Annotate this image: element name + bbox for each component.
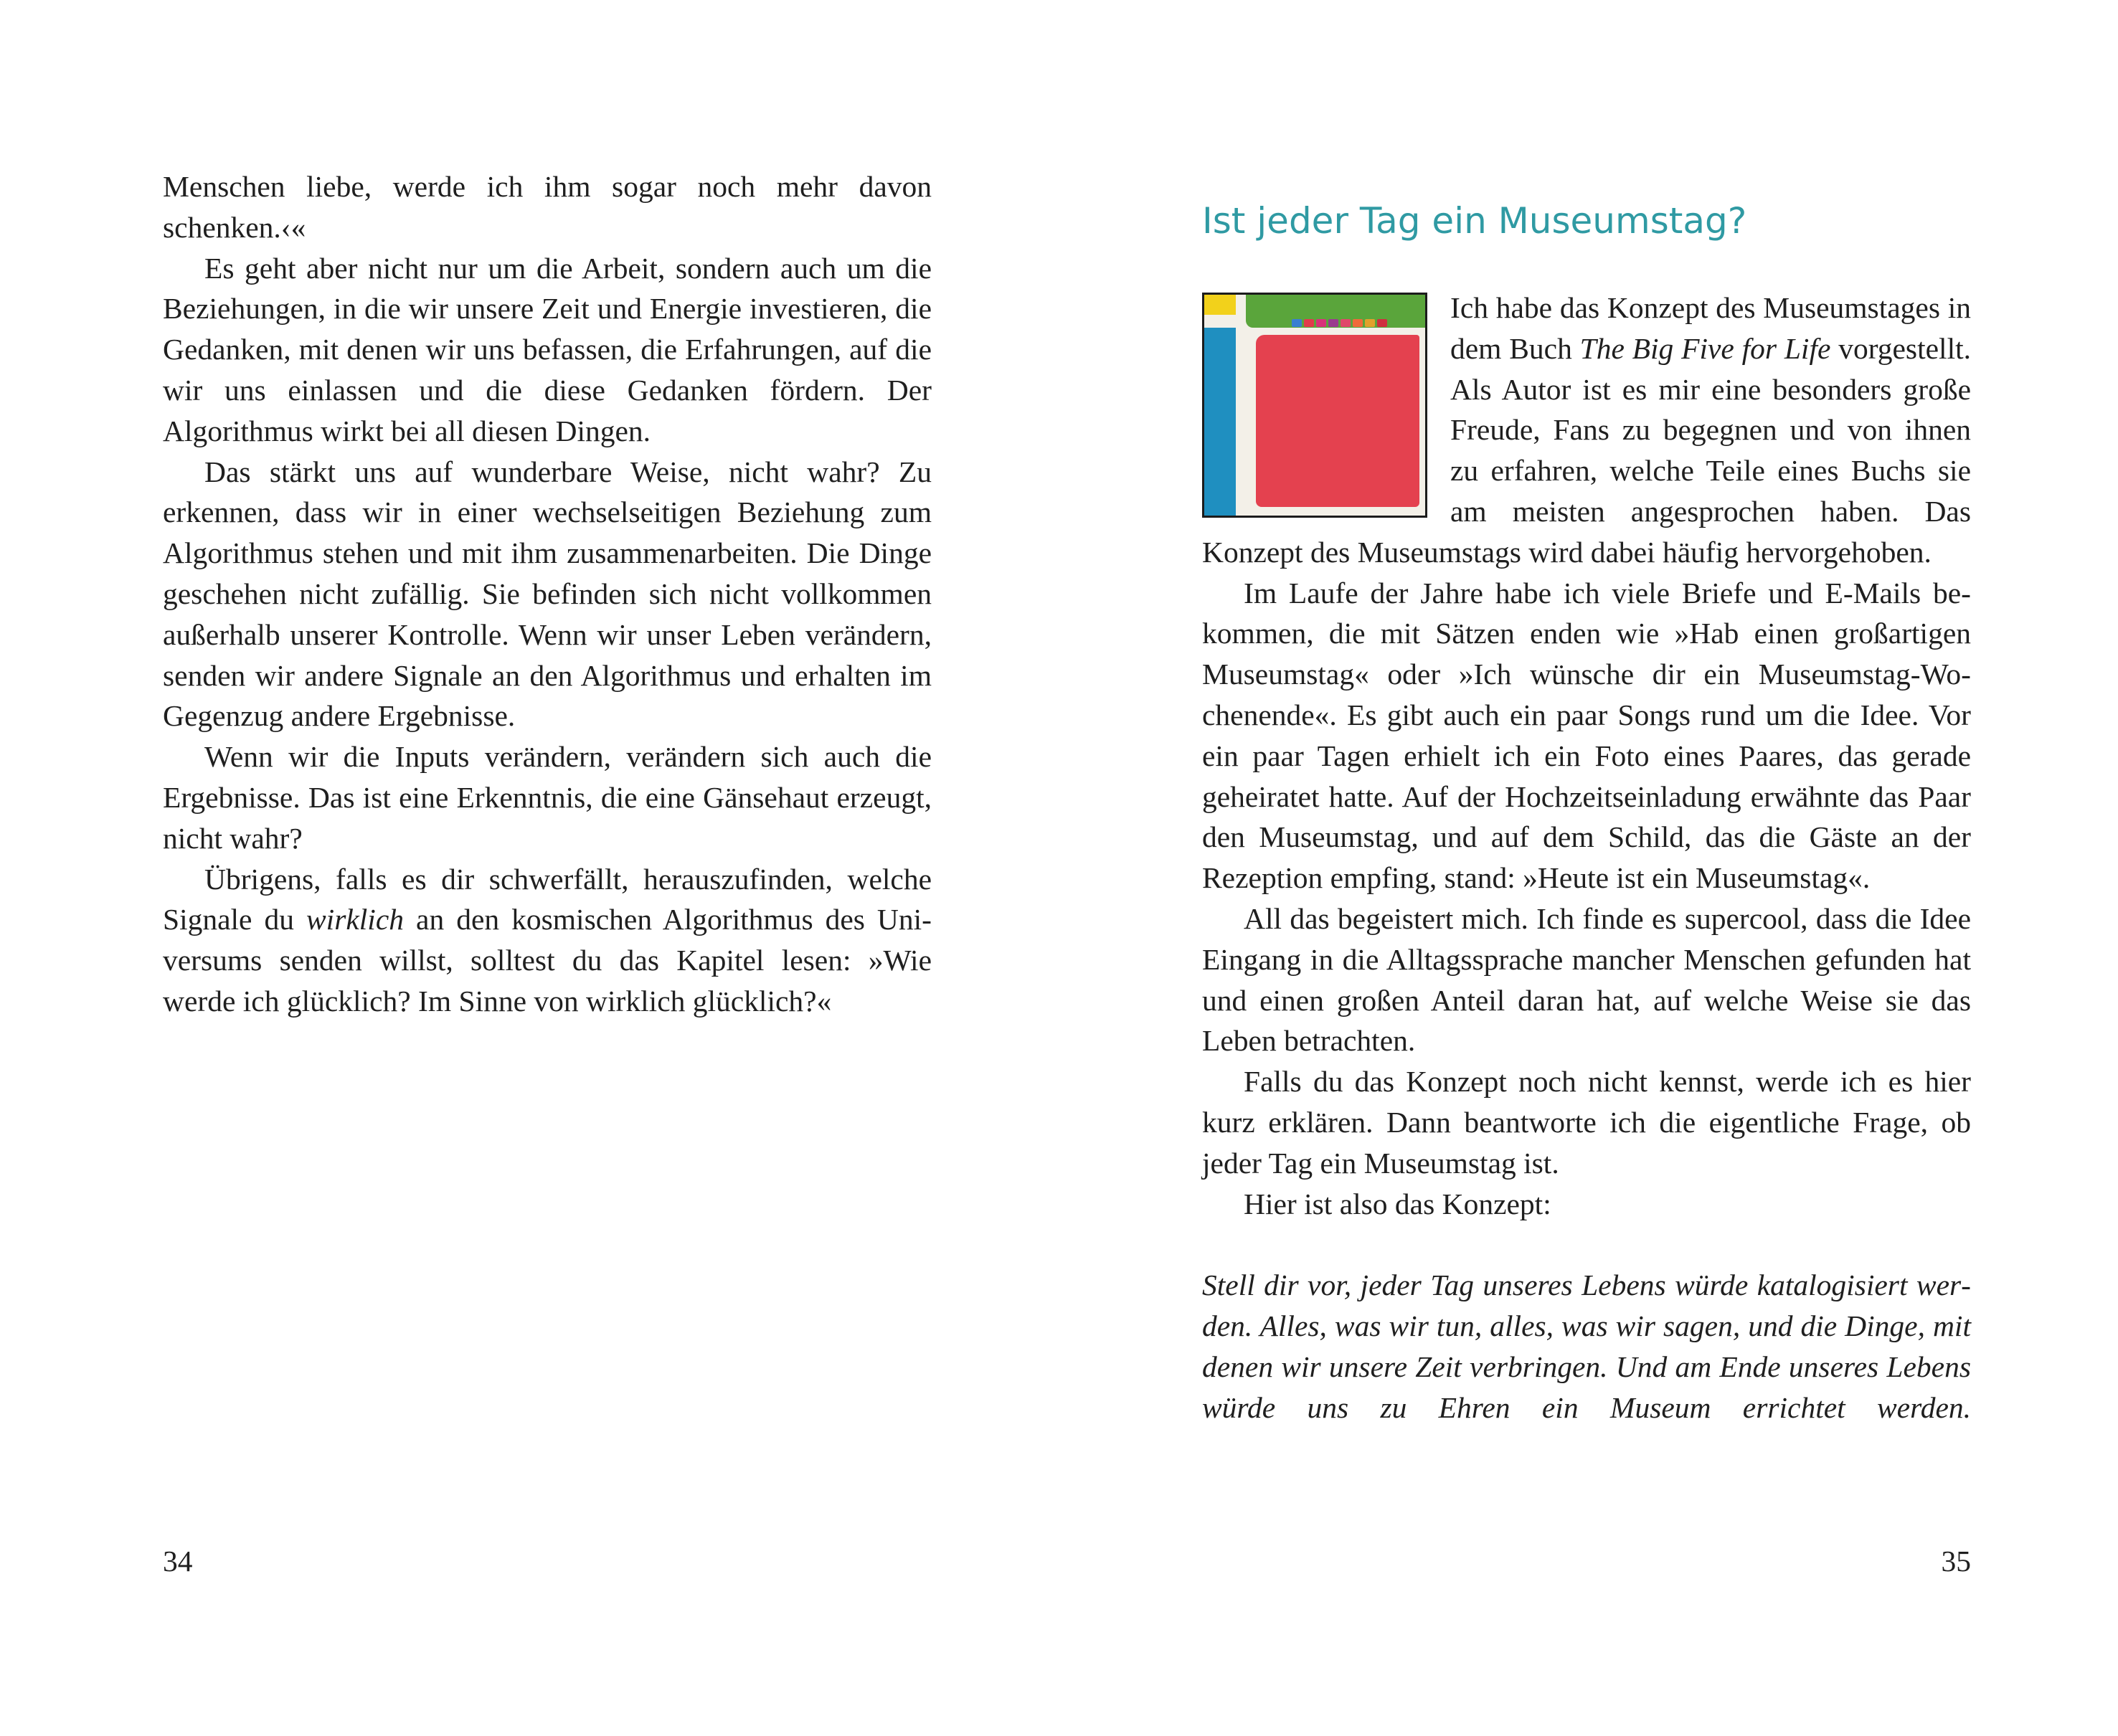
illustration-yellow-block <box>1204 295 1236 315</box>
paragraph: Wenn wir die Inputs verändern, verändern sich auch die Ergebnisse. Das ist eine Erkenntnis, die eine Gänsehaut erzeugt, nicht wahr? <box>163 740 932 855</box>
illustration-dot <box>1304 319 1314 327</box>
illustration-red-square <box>1256 335 1419 507</box>
paragraph: All das begeistert mich. Ich finde es supercool, dass die Idee Eingang in die Alltagssprache mancher Menschen gefunden hat und einen großen Anteil daran hat, auf welche Weise sie das Leben betrachten. <box>1202 901 1971 1058</box>
paragraph: Im Laufe der Jahre habe ich viele Briefe und E-Mails bekommen, die mit Sätzen enden wie »Hab einen großartigen Museumstag« oder »Ich wünsche dir ein Museumstag-Wochenende«. Es gibt auch ein paar Songs rund um die Idee. Vor ein paar Tagen erhielt ich ein Foto eines Paares, das gerade geheiratet hatte. Auf der Hochzeitseinladung erwähnte das Paar den Museumstag, und auf dem Schild, das die Gäste an der Rezeption empfing, stand: »Heute ist ein Museumstag«. <box>1202 576 1971 895</box>
concept-quote: Stell dir vor, jeder Tag unseres Lebens würde katalogisiert werden. Alles, was wir tun, alles, was wir sagen, und die Dinge, mit denen wir unsere Zeit verbringen. Und am Ende unseres Lebens würde uns zu Ehren ein Museum errichtet werden. <box>1202 1268 1971 1424</box>
right-body-text <box>1202 288 1971 1428</box>
book-title: The Big Five for Life <box>1579 331 1831 365</box>
illustration-dot <box>1377 319 1387 327</box>
text-run: Ich habe das Konzept des Museumstages in dem Buch <box>1450 291 1971 365</box>
paragraph: Falls du das Konzept noch nicht kennst, werde ich es hier kurz erklären. Dann beantworte ich die eigentliche Frage, ob jeder Tag ein Museumstag ist. <box>1202 1065 1971 1180</box>
chapter-illustration <box>1202 293 1427 518</box>
illustration-dot <box>1365 319 1375 327</box>
text-run: vorgestellt. Als Autor ist es mir eine besonders große Freude, Fans zu begegnen und von ihnen zu erfahren, welche Teile eines Buchs sie am meisten angesprochen haben. Das Konzept des Museumstags wird dabei häufig hervorgehoben. <box>1202 331 1972 569</box>
illustration-color-dots <box>1292 319 1387 327</box>
paragraph: Das stärkt uns auf wunderbare Weise, nicht wahr? Zu erkennen, dass wir in einer wechselseitigen Beziehung zum Algorithmus stehen und mit ihm zusammenarbeiten. Die Dinge geschehen nicht zufällig. Sie befinden sich nicht vollkommen außerhalb unserer Kontrolle. Wenn wir unser Leben verändern, senden wir andere Signale an den Algorithmus und erhalten im Gegenzug andere Ergebnisse. <box>163 455 932 733</box>
illustration-dot <box>1353 319 1363 327</box>
text-run: Übrigens, falls es dir schwerfällt, herauszufinden, welche Signale du <box>163 862 932 936</box>
illustration-dot <box>1292 319 1302 327</box>
illustration-dot <box>1316 319 1326 327</box>
left-body-text <box>163 166 932 1022</box>
illustration-dot <box>1328 319 1338 327</box>
page-number-left: 34 <box>163 1545 193 1578</box>
chapter-title: Ist jeder Tag ein Museumstag? <box>1202 200 1747 242</box>
paragraph: Hier ist also das Konzept: <box>1244 1187 1551 1220</box>
illustration-dot <box>1341 319 1351 327</box>
emphasis: wirklich <box>306 903 405 936</box>
paragraph <box>163 859 932 1022</box>
page-number-right: 35 <box>1941 1545 1971 1578</box>
text-run: an den kosmischen Algorithmus des Universums senden willst, solltest du das Kapitel lesen: »Wie werde ich glücklich? Im Sinne von wirklich glücklich?« <box>163 903 932 1018</box>
paragraph: Menschen liebe, werde ich ihm sogar noch mehr davon schenken.‹« <box>163 170 932 244</box>
paragraph: Es geht aber nicht nur um die Arbeit, sondern auch um die Beziehungen, in die wir unsere Zeit und Energie investieren, die Gedanken, mit denen wir uns befassen, die Erfahrungen, auf die wir uns einlassen und die diese Gedanken fördern. Der Algorithmus wirkt bei all diesen Dingen. <box>163 251 932 447</box>
blank-line <box>1202 1224 1971 1265</box>
illustration-blue-band <box>1204 328 1236 516</box>
